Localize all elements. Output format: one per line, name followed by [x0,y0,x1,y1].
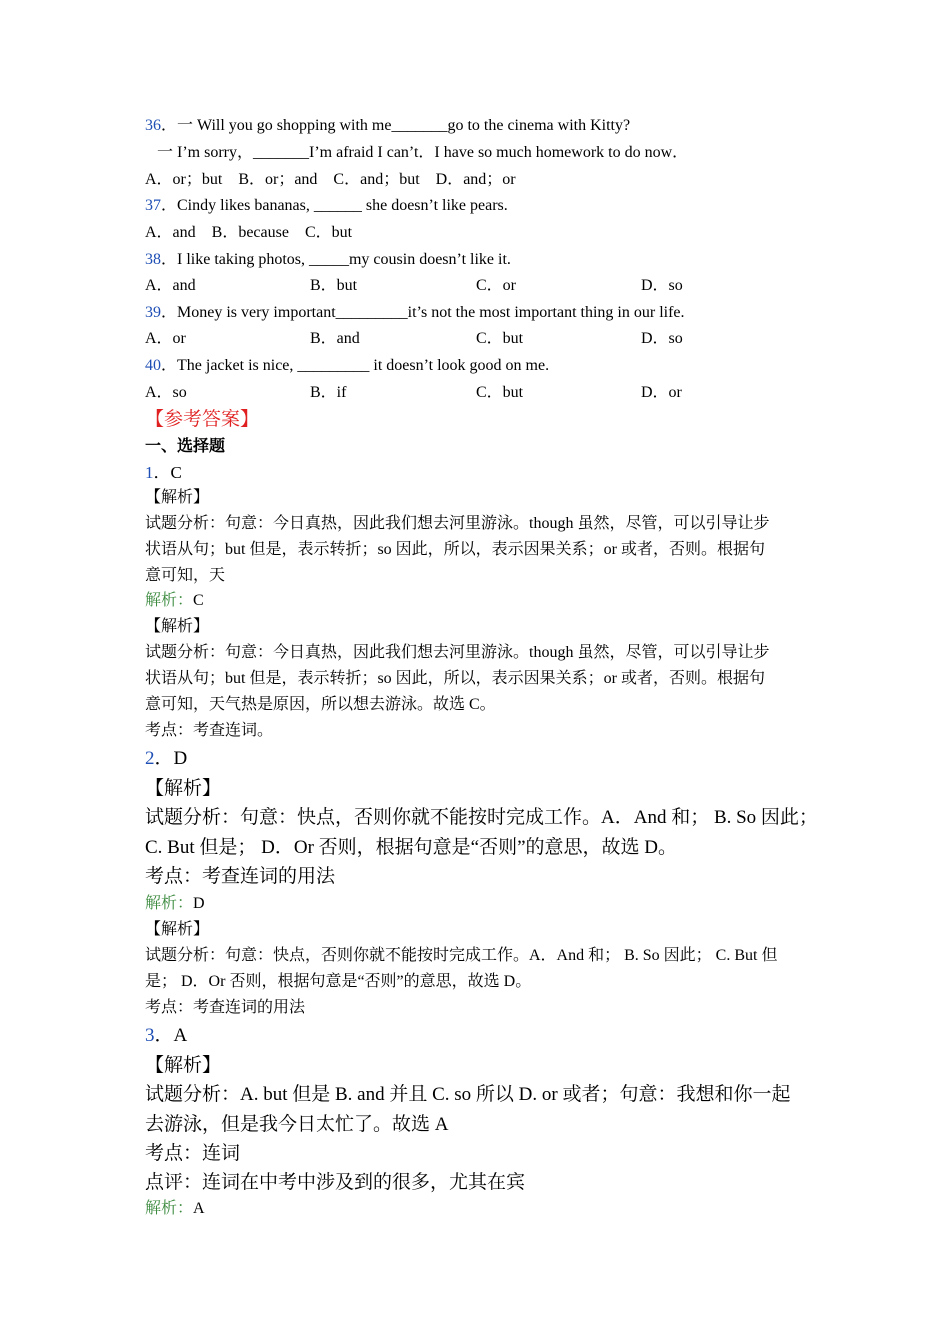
jiexi-label: 【解析】 [145,618,210,635]
analysis-line: 是； D．Or 否则，根据句意是“否则”的意思，故选 D。 [145,973,532,990]
q37-line [145,198,508,214]
jiexi-answer [145,896,205,912]
question-number: 38 [145,251,161,268]
analysis-line: 意可知，天 [145,567,226,584]
answer-number: 2 [145,748,155,769]
answer-2 [145,749,187,768]
jiexi-label: 【解析】 [145,921,210,938]
answer-number: 3 [145,1025,155,1046]
q37-options: A．and B．because C．but [145,224,353,241]
jiexi-answer-label: 解析： [145,592,194,609]
question-text: ．Money is very important_________it’s not the most important thing in our life. [161,304,685,321]
q39-option-d: D．so [641,330,683,347]
q39-option-c: C．but [476,330,524,347]
q40-option-a: A．so [145,384,187,401]
q40-line [145,358,549,374]
q39-option-b: B．and [310,330,360,347]
answer-value: ．C [153,463,182,482]
q39-line [145,305,685,321]
question-text: ．I like taking photos, _____my cousin doesn’t like it. [161,251,511,268]
analysis-line: 试题分析：句意：今日真热，因此我们想去河里游泳。though 虽然，尽管，可以引导让步 [145,515,770,532]
question-text: ．Cindy likes bananas, ______ she doesn’t like pears. [161,197,508,214]
q38-option-a: A．and [145,277,196,294]
q40-option-b: B．if [310,384,347,401]
q36-options: A．or；but B．or；and C．and；but D．and；or [145,171,516,188]
analysis-line: 试题分析：句意：快点，否则你就不能按时完成工作。A．And 和； B. So 因此； C. But 但 [145,947,778,964]
jiexi-label: 【解析】 [145,778,222,799]
analysis-line: 试题分析：句意：快点，否则你就不能按时完成工作。A．And 和； B. So 因此； [145,807,818,828]
question-number: 36 [145,117,161,134]
jiexi-answer-value: D [193,895,205,912]
q38-option-d: D．so [641,277,683,294]
question-text: ．一 Will you go shopping with me_______go to the cinema with Kitty? [161,117,631,134]
answer-number: 1 [145,463,154,482]
kaodian: 考点：考查连词的用法 [145,866,336,887]
analysis-line: 去游泳，但是我今日太忙了。故选 A [145,1114,449,1135]
analysis-line: 试题分析：句意：今日真热，因此我们想去河里游泳。though 虽然，尽管，可以引导让步 [145,644,770,661]
analysis-line: 状语从句；but 但是，表示转折；so 因此，所以，表示因果关系；or 或者，否则。根据句 [145,670,766,687]
analysis-line: C. But 但是； D．Or 否则，根据句意是“否则”的意思，故选 D。 [145,837,677,858]
jiexi-answer-label: 解析： [145,1200,194,1217]
analysis-line: 试题分析：A. but 但是 B. and 并且 C. so 所以 D. or 或者；句意：我想和你一起 [145,1084,791,1105]
answer-3 [145,1026,187,1045]
kaodian: 考点：考查连词的用法 [145,999,306,1016]
q39-option-a: A．or [145,330,186,347]
question-text: ．The jacket is nice, _________ it doesn’t look good on me. [161,357,550,374]
jiexi-answer [145,593,204,609]
jiexi-answer [145,1201,205,1217]
q36-line1 [145,118,630,134]
question-number: 39 [145,304,161,321]
q38-line [145,252,511,268]
jiexi-answer-label: 解析： [145,895,194,912]
jiexi-label: 【解析】 [145,1055,222,1076]
answer-value: ．A [154,1025,188,1046]
answers-heading: 【参考答案】 [145,409,260,430]
q38-option-c: C．or [476,277,517,294]
section-heading: 一、选择题 [145,438,226,455]
answer-1 [145,464,182,481]
dianping: 点评：连词在中考中涉及到的很多，尤其在宾 [145,1172,526,1193]
question-number: 40 [145,357,161,374]
jiexi-label: 【解析】 [145,489,210,506]
analysis-line: 状语从句；but 但是，表示转折；so 因此，所以，表示因果关系；or 或者，否则。根据句 [145,541,766,558]
jiexi-answer-value: C [193,592,204,609]
q36-line2: 一 I’m sorry，_______I’m afraid I can’t．I have so much homework to do now． [157,144,689,161]
q40-option-c: C．but [476,384,524,401]
question-number: 37 [145,197,161,214]
q40-option-d: D．or [641,384,682,401]
jiexi-answer-value: A [193,1200,205,1217]
kaodian: 考点：考查连词。 [145,722,274,739]
analysis-line: 意可知，天气热是原因，所以想去游泳。故选 C。 [145,696,496,713]
q38-option-b: B．but [310,277,358,294]
kaodian: 考点：连词 [145,1143,241,1164]
answer-value: ．D [154,748,188,769]
